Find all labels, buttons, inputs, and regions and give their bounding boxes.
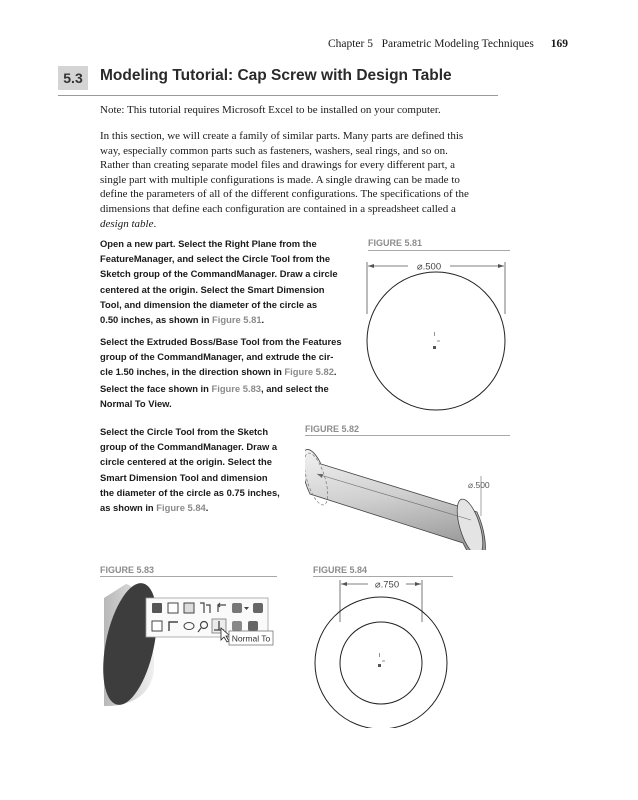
intro-line: single part with multiple configurations is made. A single drawing can be made to <box>100 173 460 186</box>
intro-line-last <box>100 217 492 232</box>
step-1-paragraph <box>100 236 354 327</box>
intro-period: . <box>153 217 157 230</box>
intro-line: Rather than creating separate model files and drawings for every different part, a <box>100 159 456 172</box>
cylinder-body <box>305 449 485 550</box>
step-3-paragraph <box>100 381 354 411</box>
display-style-icon[interactable] <box>253 603 263 613</box>
step-line: Select the Extruded Boss/Base Tool from the Features <box>100 336 342 347</box>
figure-5-83-label: FIGURE 5.83 <box>100 565 155 575</box>
figure-5-83-drawing <box>100 578 282 708</box>
section-view-icon[interactable] <box>232 621 242 631</box>
figure-5-83-link[interactable]: Figure 5.83 <box>211 383 261 394</box>
section-rule <box>58 95 498 96</box>
tooltip-text: Normal To <box>231 633 271 644</box>
plane-icon[interactable] <box>152 621 162 631</box>
figure-5-84-rule <box>313 576 453 577</box>
figure-5-82-label: FIGURE 5.82 <box>305 424 360 434</box>
dimension-arrow-right <box>415 582 421 586</box>
step-line-last <box>100 500 292 515</box>
step-2-paragraph <box>100 334 354 380</box>
sketch-circle <box>367 272 505 410</box>
step-text: cle 1.50 inches, in the direction shown in <box>100 366 285 378</box>
section-title: Modeling Tutorial: Cap Screw with Design Table <box>100 67 452 84</box>
step-line: Smart Dimension Tool and dimension <box>100 471 268 483</box>
edit-sketch-icon[interactable] <box>168 603 178 613</box>
note-paragraph: Note: This tutorial requires Microsoft Excel to be installed on your computer. <box>100 104 441 116</box>
step-text: . <box>205 502 209 514</box>
step-line: centered at the origin. Select the Smart Dimension <box>100 283 325 295</box>
figure-5-84-label: FIGURE 5.84 <box>313 565 368 575</box>
step-text: Select the face shown in <box>100 383 212 394</box>
inner-circle <box>340 622 422 704</box>
intro-line: way, especially common parts such as fasteners, washers, seal rings, and so on. <box>100 144 448 157</box>
step-line <box>100 381 354 396</box>
figure-5-81-label: FIGURE 5.81 <box>368 238 423 248</box>
figure-5-81-rule <box>368 250 510 251</box>
step-text: . <box>333 366 337 378</box>
step-text: 0.50 inches, as shown in <box>100 314 213 326</box>
dimension-arrow-right <box>498 264 504 268</box>
page-number: 169 <box>550 38 568 50</box>
step-line: Open a new part. Select the Right Plane from the <box>100 238 317 249</box>
step-line: Select the Circle Tool from the Sketch <box>100 426 269 437</box>
dimension-text: ⌀.500 <box>416 261 442 273</box>
intro-line: dimensions that define each configuration are contained in a spreadsheet called a <box>100 202 456 215</box>
step-line: FeatureManager, and select the Circle Tool from the <box>100 253 331 265</box>
figure-5-82-drawing <box>305 436 510 550</box>
intro-line: define the parameters of all of the different configurations. The specifications of the <box>100 188 469 201</box>
view-orientation-icon[interactable] <box>248 621 258 631</box>
appearance-icon[interactable] <box>232 603 242 613</box>
outer-circle <box>315 597 447 728</box>
intro-paragraph <box>100 129 492 231</box>
figure-5-82-link[interactable]: Figure 5.82 <box>284 366 334 378</box>
dimension-text: ⌀.500 <box>468 480 490 490</box>
running-head <box>328 38 568 50</box>
step-line: group of the CommandManager. Draw a <box>100 441 278 453</box>
dimension-arrow-left <box>368 264 374 268</box>
step-line-last <box>100 364 354 379</box>
step-line: circle centered at the origin. Select the <box>100 456 272 468</box>
step-line: Normal To View. <box>100 398 172 410</box>
step-line-last <box>100 312 354 327</box>
step-text: , and select the <box>261 383 329 394</box>
design-table-term: design table <box>100 217 154 230</box>
figure-5-81-drawing <box>364 252 510 418</box>
step-text: as shown in <box>100 502 157 514</box>
rebuild-icon[interactable] <box>152 603 162 613</box>
step-line: group of the CommandManager, and extrude the cir- <box>100 351 334 363</box>
dimension-arrow-left <box>341 582 347 586</box>
step-text: . <box>261 314 265 326</box>
step-4-paragraph <box>100 424 292 515</box>
origin-marker <box>378 664 381 667</box>
figure-5-81-link[interactable]: Figure 5.81 <box>212 314 262 326</box>
figure-5-84-link[interactable]: Figure 5.84 <box>156 502 206 514</box>
step-line: the diameter of the circle as 0.75 inches, <box>100 486 280 498</box>
intro-line: In this section, we will create a family of similar parts. Many parts are defined this <box>100 130 464 142</box>
section-number: 5.3 <box>58 66 88 90</box>
chapter-label: Chapter 5 <box>327 38 373 50</box>
figure-5-84-drawing <box>310 578 454 728</box>
chapter-title: Parametric Modeling Techniques <box>381 38 534 50</box>
step-line: Sketch group of the CommandManager. Draw a circle <box>100 268 338 280</box>
sketch-icon[interactable] <box>184 603 194 613</box>
dimension-text: ⌀.750 <box>374 579 400 591</box>
step-line: Tool, and dimension the diameter of the circle as <box>100 298 318 310</box>
origin-marker <box>433 346 436 349</box>
figure-5-83-rule <box>100 576 277 577</box>
